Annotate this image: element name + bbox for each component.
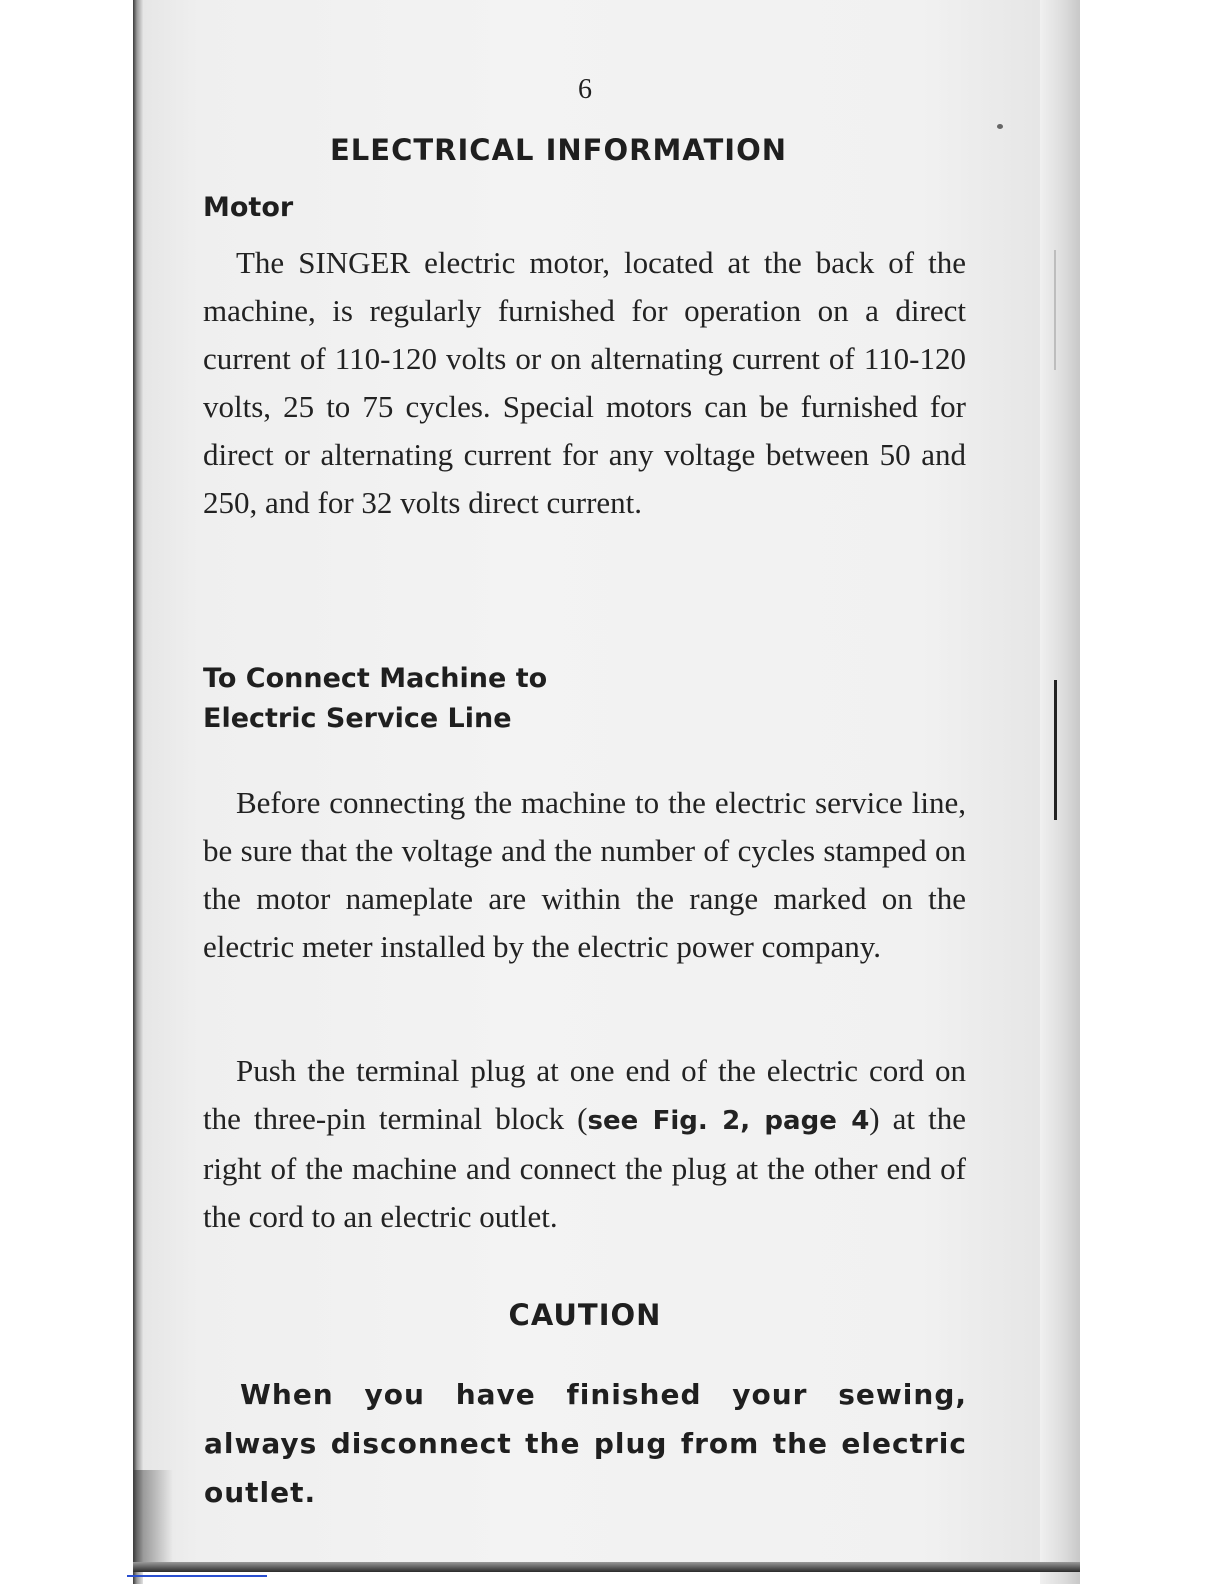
page-bottom-edge <box>133 1562 1080 1572</box>
connect-paragraph-2-text: Push the terminal plug at one end of the electric cord on the three-pin terminal block ( <box>203 1053 966 1136</box>
connect-paragraph-2 <box>203 1047 966 1241</box>
connect-heading-line1: To Connect Machine to <box>203 663 548 694</box>
edge-mark-dark <box>1054 680 1057 820</box>
figure-reference: see Fig. 2, page 4 <box>587 1106 870 1136</box>
connect-paragraph-1: Before connecting the machine to the electric service line, be sure that the voltage and the number of cycles stamped on the motor nameplate are within the range marked on the electric meter installed by the electric power company. <box>203 785 966 964</box>
scan-margin-left <box>0 0 133 1584</box>
caution-text: When you have finished your sewing, always disconnect the plug from the electric outlet. <box>204 1378 967 1509</box>
scan-artifact-line <box>127 1575 267 1577</box>
connect-heading-line2: Electric Service Line <box>203 703 512 734</box>
page-title: ELECTRICAL INFORMATION <box>330 133 787 167</box>
page-number: 6 <box>578 74 592 105</box>
connect-paragraph-2-text-end: ) at the right of the machine and connect the plug at the other end of the cord to an electric outlet. <box>203 1101 966 1234</box>
page-corner-shadow <box>133 1470 173 1565</box>
scan-speck <box>997 124 1003 129</box>
page-right-edge <box>1040 0 1080 1584</box>
motor-heading: Motor <box>203 192 294 223</box>
scan-margin-right <box>1080 0 1224 1584</box>
edge-mark-light <box>1054 250 1056 370</box>
motor-paragraph: The SINGER electric motor, located at the back of the machine, is regularly furnished for operation on a direct current of 110-120 volts or on alternating current of 110-120 volts, 25 to 75 cycles. Special motors can be furnished for direct or alternating current for any voltage between 50 and 250, and for 32 volts direct current. <box>203 245 966 520</box>
caution-heading: CAUTION <box>508 1298 662 1332</box>
page-binding-shadow <box>133 0 143 1584</box>
